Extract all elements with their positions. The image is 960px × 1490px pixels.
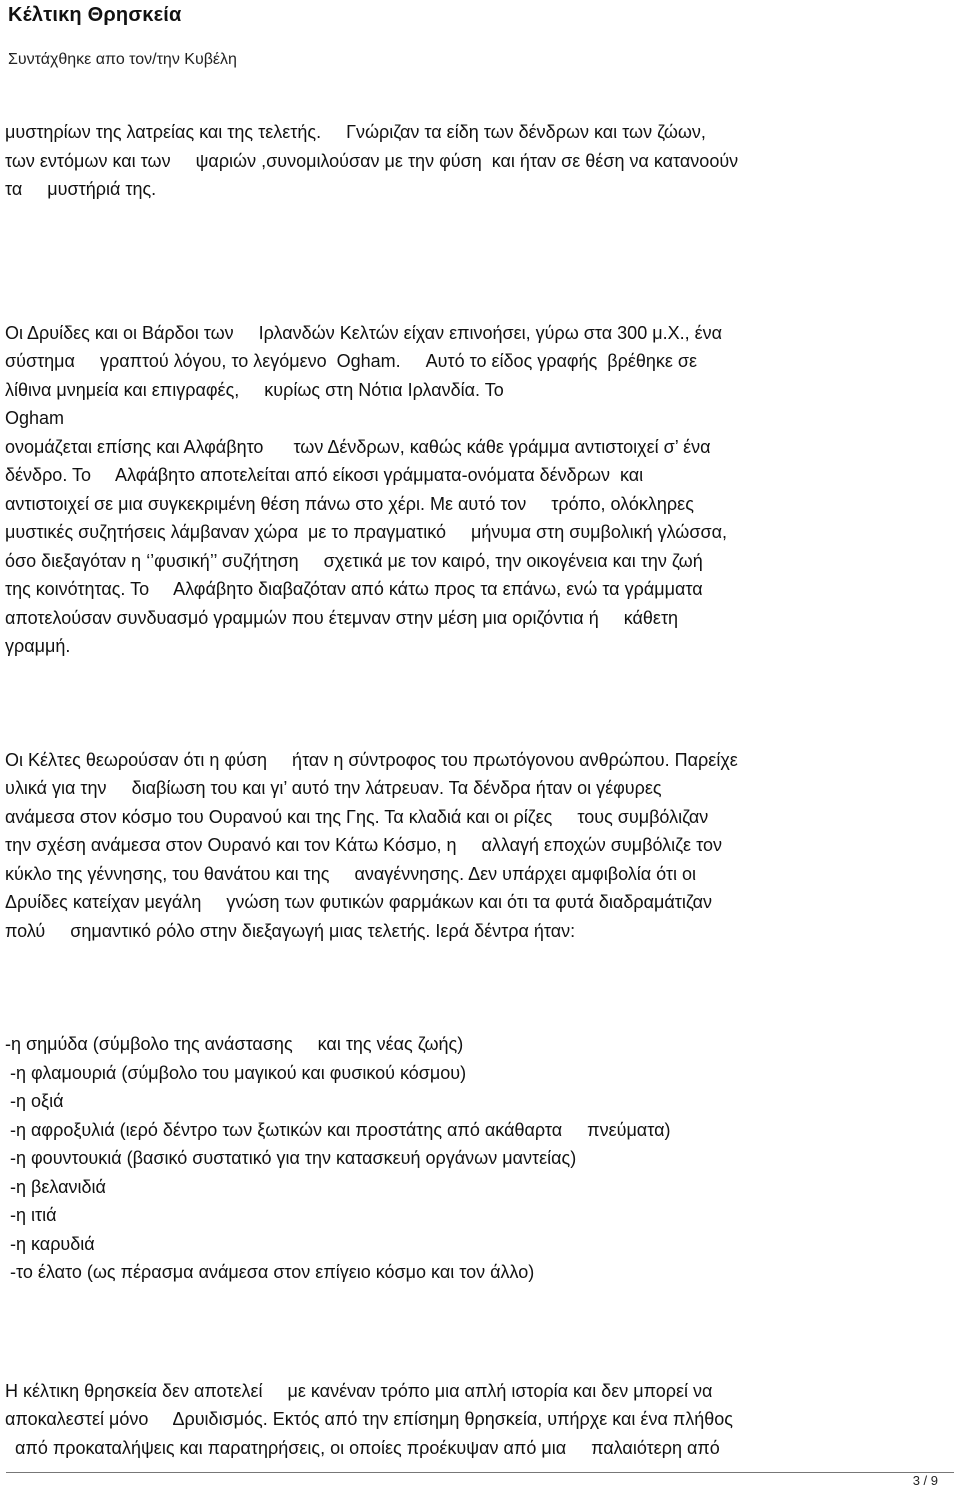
text-line: ονομάζεται επίσης και Αλφάβητο των Δένδρων, καθώς κάθε γράμμα αντιστοιχεί σ’ ένα (5, 436, 711, 457)
paragraph-ogham (5, 319, 955, 661)
text-line: Οι Δρυίδες και οι Βάρδοι των Ιρλανδών Κελτών είχαν επινοήσει, γύρω στα 300 μ.Χ., ένα (5, 322, 723, 343)
paragraph-nature (5, 746, 955, 946)
text-line: της κοινότητας. Το Αλφάβητο διαβαζόταν από κάτω προς τα επάνω, ενώ τα γράμματα (5, 579, 703, 599)
text-line: όσο διεξαγόταν η ‘’φυσική’’ συζήτηση σχετικά με τον καιρό, την οικογένεια και την ζωή (5, 550, 703, 571)
text-line: αποκαλεστεί μόνο Δρυιδισμός. Εκτός από την επίσημη θρησκεία, υπήρχε και ένα πλήθος (5, 1409, 733, 1429)
page-number: 3 / 9 (912, 1473, 938, 1488)
document-body (5, 118, 955, 1462)
document-title: Κέλτικη Θρησκεία (8, 4, 182, 26)
text-line: λίθινα μνημεία και επιγραφές, κυρίως στη Νότια Ιρλανδία. Το (5, 379, 504, 400)
text-line: αποτελούσαν συνδυασμό γραμμών που έτεμναν στην μέση μια οριζόντια ή κάθετη (5, 607, 679, 628)
list-item: -η οξιά (5, 1091, 64, 1111)
list-item: -η αφροξυλιά (ιερό δέντρο των ξωτικών και προστάτης από ακάθαρτα πνεύματα) (5, 1119, 671, 1140)
list-item: -η βελανιδιά (5, 1176, 106, 1197)
list-item: -η φλαμουριά (σύμβολο του μαγικού και φυσικού κόσμου) (5, 1062, 467, 1083)
text-line: τα μυστήριά της. (5, 179, 157, 199)
text-line: την σχέση ανάμεσα στον Ουρανό και τον Κάτω Κόσμο, η αλλαγή εποχών συμβόλιζε τον (5, 835, 722, 855)
list-item: -η καρυδιά (5, 1233, 95, 1254)
list-item: -η ιτιά (5, 1205, 57, 1225)
list-item: -το έλατο (ως πέρασμα ανάμεσα στον επίγειο κόσμο και τον άλλο) (5, 1262, 535, 1282)
paragraph-religion (5, 1377, 955, 1463)
text-line: υλικά για την διαβίωση του και γι’ αυτό την λάτρευαν. Τα δένδρα ήταν οι γέφυρες (5, 778, 662, 798)
text-line: μυστηρίων της λατρείας και της τελετής. Γνώριζαν τα είδη των δένδρων και των ζώων, (5, 122, 706, 142)
text-line: δένδρο. Το Αλφάβητο αποτελείται από είκοσι γράμματα-ονόματα δένδρων και (5, 465, 644, 485)
text-line: αντιστοιχεί σε μια συγκεκριμένη θέση πάνω στο χέρι. Με αυτό τον τρόπο, ολόκληρες (5, 493, 694, 514)
text-line: μυστικές συζητήσεις λάμβαναν χώρα με το πραγματικό μήνυμα στη συμβολική γλώσσα, (5, 522, 727, 542)
paragraph-rituals (5, 118, 955, 204)
text-line: Η κέλτικη θρησκεία δεν αποτελεί με κανέναν τρόπο μια απλή ιστορία και δεν μπορεί να (5, 1380, 713, 1401)
text-line: Δρυίδες κατείχαν μεγάλη γνώση των φυτικών φαρμάκων και ότι τα φυτά διαδραμάτιζαν (5, 892, 713, 912)
document-header (8, 0, 952, 72)
document-author: Συντάχθηκε απο τον/την Κυβέλη (8, 51, 237, 68)
text-line: Ogham (5, 408, 65, 428)
list-item: -η σημύδα (σύμβολο της ανάστασης και της νέας ζωής) (5, 1034, 464, 1054)
text-line: σύστημα γραπτού λόγου, το λεγόμενο Ogham. Αυτό το είδος γραφής βρέθηκε σε (5, 351, 698, 371)
text-line: κύκλο της γέννησης, του θανάτου και της αναγέννησης. Δεν υπάρχει αμφιβολία ότι οι (5, 863, 697, 884)
footer-divider (6, 1472, 954, 1473)
text-line: γραμμή. (5, 636, 71, 656)
text-line: των εντόμων και των ψαριών ,συνομιλούσαν με την φύση και ήταν σε θέση να κατανοούν (5, 150, 739, 171)
text-line: ανάμεσα στον κόσμο του Ουρανού και της Γης. Τα κλαδιά και οι ρίζες τους συμβόλιζαν (5, 806, 709, 827)
text-line: από προκαταλήψεις και παρατηρήσεις, οι οποίες προέκυψαν από μια παλαιότερη από (5, 1437, 720, 1458)
text-line: πολύ σημαντικό ρόλο στην διεξαγωγή μιας τελετής. Ιερά δέντρα ήταν: (5, 920, 576, 941)
text-line: Οι Κέλτες θεωρούσαν ότι η φύση ήταν η σύντροφος του πρωτόγονου ανθρώπου. Παρείχε (5, 749, 738, 770)
list-item: -η φουντουκιά (βασικό συστατικό για την κατασκευή οργάνων μαντείας) (5, 1148, 577, 1168)
sacred-trees-list (5, 1030, 955, 1287)
